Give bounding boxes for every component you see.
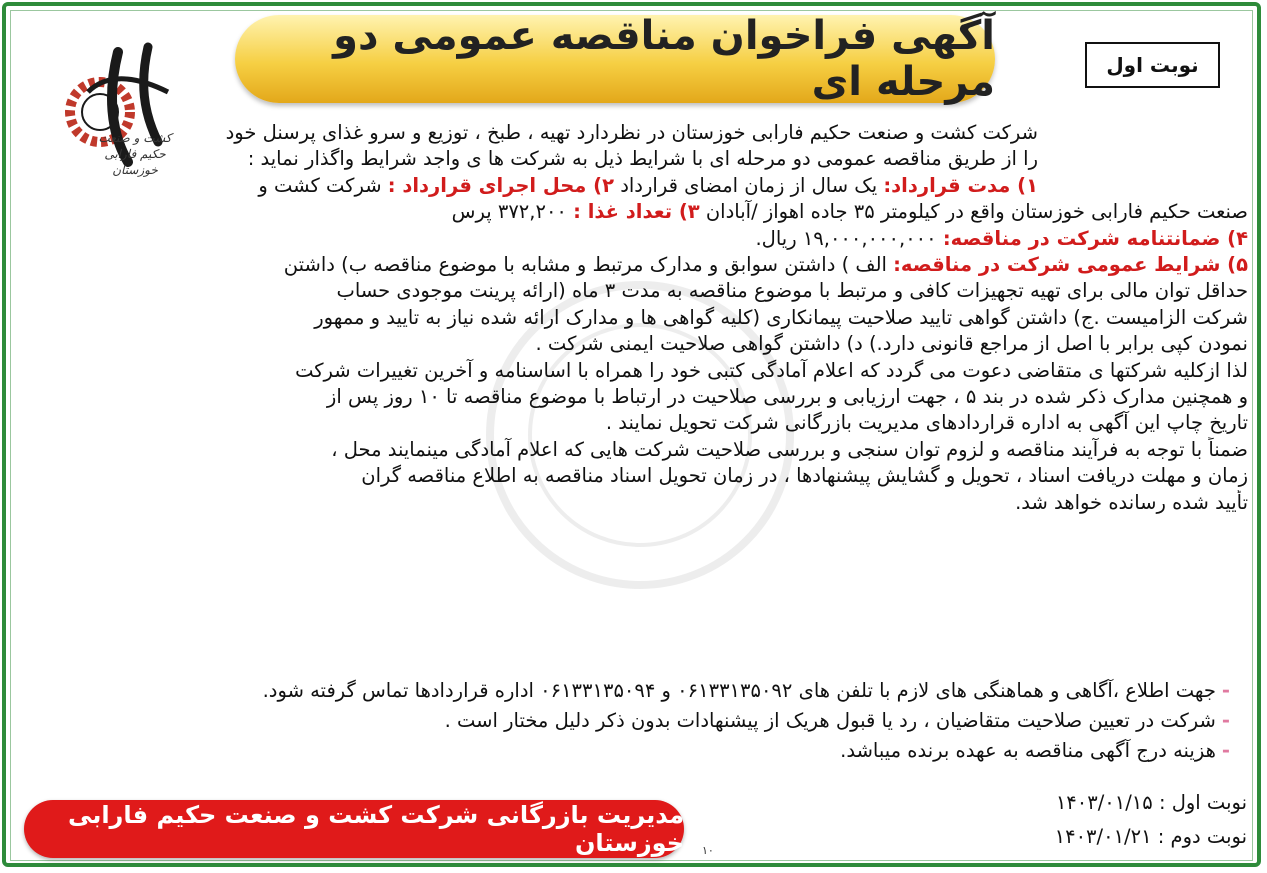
note-text: جهت اطلاع ،آگاهی و هماهنگی های لازم با تلفن های ۰۶۱۳۳۱۳۵۰۹۲ و ۰۶۱۳۳۱۳۵۰۹۴ اداره قراردادها تماس گرفته شود. (262, 679, 1216, 702)
body-line-12: تاریخ چاپ این آگهی به اداره قراردادهای مدیریت بازرگانی شرکت تحویل نمایند . (605, 411, 1248, 435)
announcement-body (20, 120, 1248, 516)
list-item (40, 676, 1230, 706)
clause3-label: ۳) تعداد غذا : (573, 200, 700, 224)
clause2-label: ۲) محل اجرای قرارداد : (387, 173, 614, 197)
clauses-2-3 (20, 199, 1248, 225)
clauses-1-2 (20, 173, 1248, 199)
list-item (40, 736, 1230, 766)
list-item (40, 706, 1230, 736)
notes-list (40, 676, 1230, 766)
body-line-8: شرکت الزامیست .ج) داشتن گواهی تایید صلاحیت پیمانکاری (کلیه گواهی ها و مدارک ارائه شده نیاز به تایید و ممهور (314, 305, 1248, 329)
body-line-15: تأیید شده رسانده خواهد شد. (1015, 490, 1248, 514)
title-banner (235, 15, 995, 103)
page-number: ۱۰ (702, 844, 714, 857)
body-line-9: نمودن کپی برابر با اصل از مراجع قانونی دارد.) د) داشتن گواهی صلاحیت ایمنی شرکت . (535, 332, 1248, 356)
first-round-date: نوبت اول : ۱۴۰۳/۰۱/۱۵ (1055, 791, 1247, 814)
page-title: آگهی فراخوان مناقصه عمومی دو مرحله ای (333, 13, 995, 105)
clause1-text: یک سال از زمان امضای قرارداد (614, 173, 884, 197)
note-text: شرکت در تعیین صلاحیت متقاضیان ، رد یا قبول هریک از پیشنهادات بدون ذکر دلیل مختار است . (444, 709, 1216, 732)
note-text: هزینه درج آگهی مناقصه به عهده برنده میباشد. (840, 739, 1216, 762)
logo-caption-line1: کشت و صنعت (98, 131, 172, 145)
clause-5 (20, 252, 1248, 278)
clause3-text: ۳۷۲,۲۰۰ پرس (451, 200, 574, 224)
clause4-label: ۴) ضمانتنامه شرکت در مناقصه: (942, 226, 1248, 250)
round-badge (1085, 42, 1220, 88)
body-line-11: و همچنین مدارک ذکر شده در بند ۵ ، جهت ارزیابی و بررسی صلاحیت در ارتباط با موضوع مناقصه تا ۱۰ روز پس از (326, 385, 1248, 409)
dash-bullet-icon: - (1221, 739, 1230, 762)
body-line-1: شرکت کشت و صنعت حکیم فارابی خوزستان در نظردارد تهیه ، طبخ ، توزیع و سرو غذای پرسنل خود (225, 121, 1038, 144)
clause5-label: ۵) شرایط عمومی شرکت در مناقصه: (893, 253, 1248, 277)
line4-text: صنعت حکیم فارابی خوزستان واقع در کیلومتر ۳۵ جاده اهواز /آبادان (699, 200, 1248, 224)
clause2-text: شرکت کشت و (258, 173, 388, 197)
dash-bullet-icon: - (1221, 679, 1230, 702)
clause-4 (20, 226, 1248, 252)
second-round-date: نوبت دوم : ۱۴۰۳/۰۱/۲۱ (1054, 825, 1247, 848)
dash-bullet-icon: - (1221, 709, 1230, 732)
body-line-7: حداقل توان مالی برای تهیه تجهیزات کافی و مرتبط با موضوع مناقصه به مدت ۳ ماه (ارائه پرینت موجودی حساب (336, 279, 1248, 303)
body-line-2: را از طریق مناقصه عمومی دو مرحله ای با شرایط ذیل به شرکت ها ی واجد شرایط واگذار نماید : (247, 147, 1038, 171)
body-line-13: ضمناً با توجه به فرآیند مناقصه و لزوم توان سنجی و بررسی صلاحیت شرکت هایی که اعلام آمادگی مینمایند محل ، (331, 437, 1248, 461)
logo-caption-line2: حکیم فارابی خوزستان (104, 147, 166, 177)
footer-label: مدیریت بازرگانی شرکت کشت و صنعت حکیم فارابی خوزستان (68, 801, 684, 857)
body-line-14: زمان و مهلت دریافت اسناد ، تحویل و گشایش پیشنهادها ، در زمان تحویل اسناد مناقصه به اطلاع مناقصه گران (361, 464, 1248, 488)
footer-banner (24, 800, 684, 858)
clause4-text: ۱۹,۰۰۰,۰۰۰,۰۰۰ ریال. (755, 226, 943, 250)
clause5-text: الف ) داشتن سوابق و مدارک مرتبط و مشابه با موضوع مناقصه ب) داشتن (283, 253, 894, 277)
body-line-10: لذا ازکلیه شرکتها ی متقاضی دعوت می گردد که اعلام آمادگی کتبی خود را همراه با اساسنامه و آخرین تغییرات شرکت (295, 358, 1248, 382)
publication-dates (1055, 786, 1247, 854)
round-badge-label: نوبت اول (1106, 53, 1199, 77)
clause1-label: ۱) مدت قرارداد: (883, 173, 1038, 197)
